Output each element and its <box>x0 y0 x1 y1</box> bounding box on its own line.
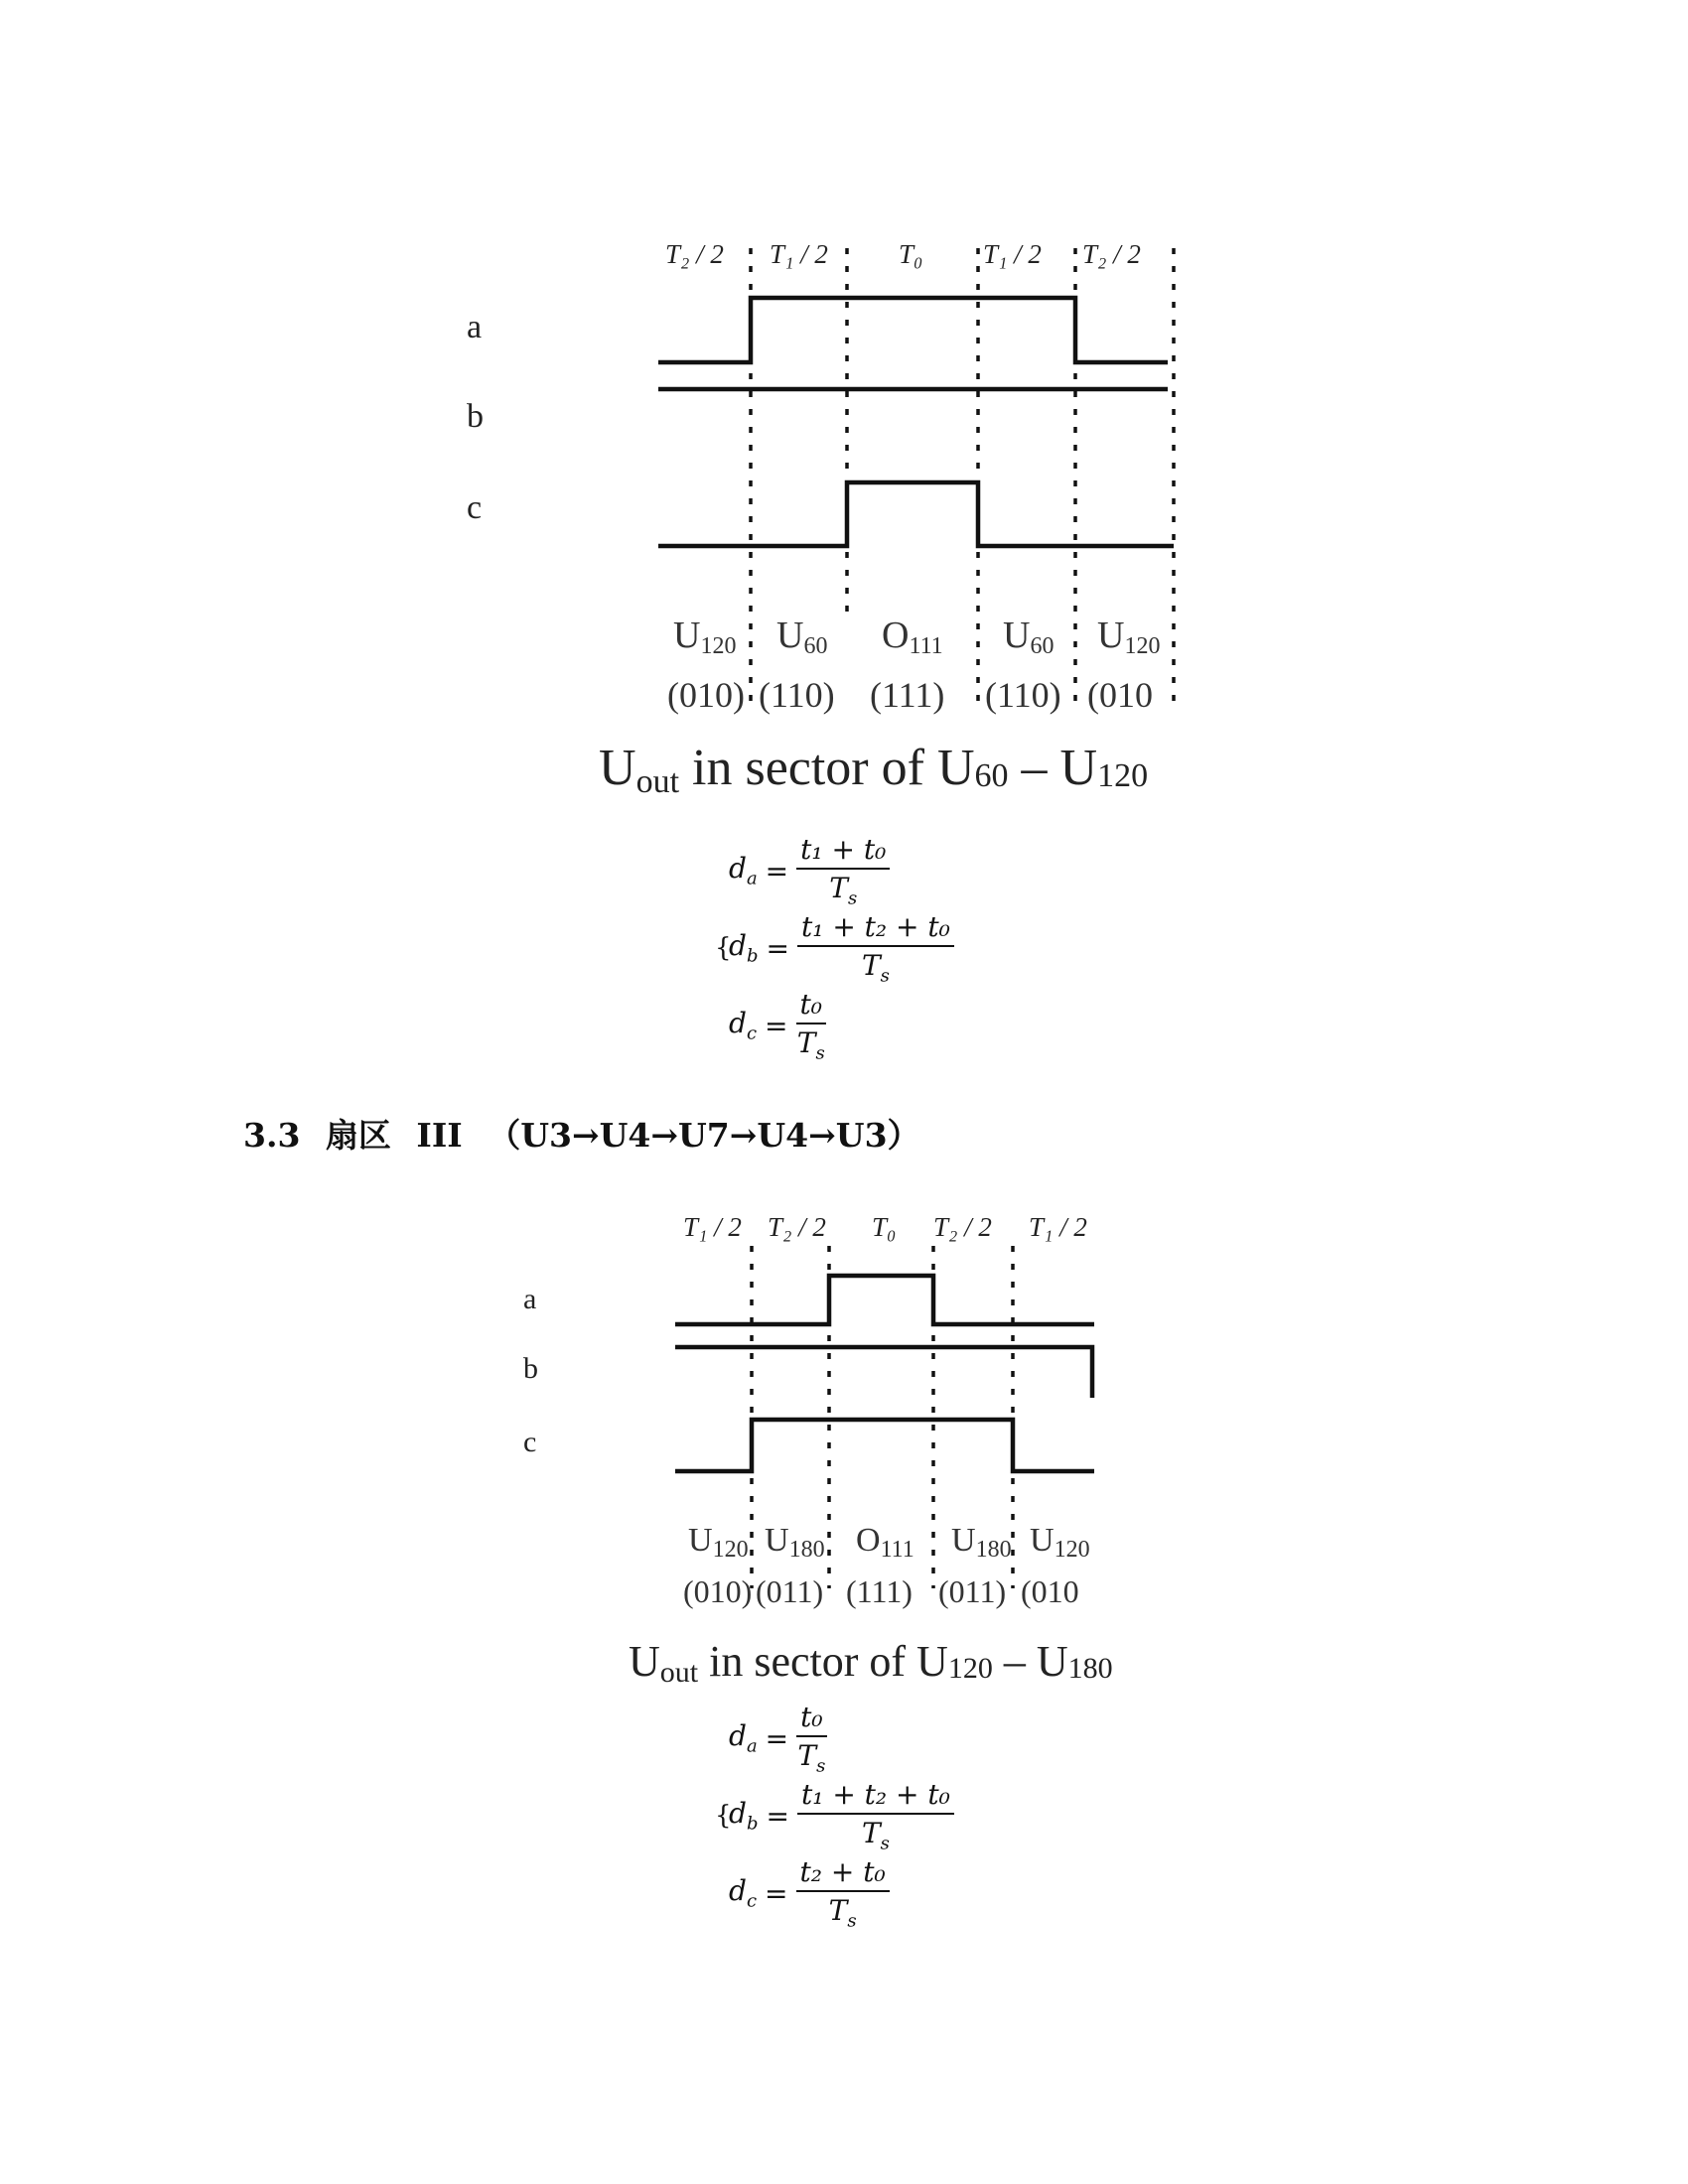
vector-label: U120 <box>688 1522 749 1563</box>
vector-label: U180 <box>765 1522 825 1563</box>
slot-label: T₁ / 2 <box>683 1212 742 1242</box>
equation-row: $d_c$ = $\frac{\text{t₂ + t₀}}{T_s}$ <box>715 1854 954 1932</box>
denominator: $T_s$ <box>861 1816 890 1854</box>
denominator: $T_s$ <box>797 1738 826 1777</box>
fraction <box>797 1778 954 1854</box>
signal-label-b: b <box>523 1352 538 1385</box>
signal-label-c: c <box>467 489 483 526</box>
equation-lhs: $d_a$ <box>729 1719 758 1757</box>
denominator: $T_s$ <box>829 871 858 909</box>
slot-label: T₁ / 2 <box>1029 1212 1087 1242</box>
slot-label: T₂ / 2 <box>768 1212 826 1242</box>
equation-lhs: $d_b$ <box>729 1797 759 1835</box>
numerator: t₀ <box>796 1701 826 1737</box>
brace: { <box>715 1801 732 1831</box>
vector-label: U60 <box>1003 614 1055 659</box>
section-roman: III <box>416 1116 463 1155</box>
state-code: (010) <box>667 675 745 715</box>
numerator: t₁ + t₀ <box>796 833 890 870</box>
waveform-c <box>675 1420 1094 1471</box>
vector-label: U120 <box>1030 1522 1090 1563</box>
vector-sequence: （U3→U4→U7→U4→U3） <box>488 1116 920 1155</box>
slot-label: T₀ <box>872 1212 897 1242</box>
numerator: t₀ <box>796 988 826 1024</box>
vector-label: U120 <box>673 614 737 659</box>
slot-label: T₁ / 2 <box>770 239 828 269</box>
section-title: 扇区 <box>325 1116 391 1155</box>
brace: { <box>715 933 732 963</box>
fraction <box>796 1855 890 1932</box>
slot-label: T₀ <box>899 239 923 269</box>
vector-label: O111 <box>856 1522 914 1563</box>
equation-lhs: $d_a$ <box>729 852 758 889</box>
numerator: t₁ + t₂ + t₀ <box>797 1778 954 1815</box>
state-code: (110) <box>985 675 1061 715</box>
signal-label-c: c <box>523 1426 537 1458</box>
state-code: (111) <box>846 1573 913 1609</box>
equation-lhs: $d_c$ <box>729 1874 758 1912</box>
numerator: t₁ + t₂ + t₀ <box>797 910 954 947</box>
signal-label-a: a <box>467 309 483 345</box>
vector-label: U120 <box>1097 614 1161 659</box>
waveform-b <box>675 1347 1092 1398</box>
vector-label: U180 <box>951 1522 1012 1563</box>
equation-lhs: $d_b$ <box>729 929 759 967</box>
slot-label: T₂ / 2 <box>933 1212 992 1242</box>
slot-label: T₂ / 2 <box>665 239 724 269</box>
state-code: (111) <box>870 675 945 715</box>
waveform-a <box>675 1276 1094 1324</box>
equation-row: $d_a$ = $\frac{\text{t₀}}{T_s}$ <box>729 1700 826 1777</box>
section-number: 3.3 <box>243 1116 301 1155</box>
fraction <box>796 1701 826 1777</box>
equation-row: $d_a$ = $\frac{\text{t₁ + t₀}}{T_s}$ <box>715 832 954 909</box>
figure-caption: Uout in sector of U120 – U180 <box>629 1637 1113 1689</box>
denominator: $T_s$ <box>828 1893 857 1932</box>
numerator: t₂ + t₀ <box>796 1855 890 1892</box>
equation-row: $d_c$ = $\frac{\text{t₀}}{T_s}$ <box>729 987 825 1064</box>
state-code: (010 <box>1087 675 1153 715</box>
equation-row: { $d_b$ = $\frac{\text{t₁ + t₂ + t₀}}{T_s}$ <box>715 909 954 987</box>
vector-label: U60 <box>776 614 828 659</box>
duty-cycle-equations-2 <box>715 1700 954 1932</box>
equation-lhs: $d_c$ <box>729 1007 758 1044</box>
slot-label: T₂ / 2 <box>1082 239 1141 269</box>
state-code: (010 <box>1021 1573 1079 1609</box>
equation-row: { $d_b$ = $\frac{\text{t₁ + t₂ + t₀}}{T_s}$ <box>715 1777 954 1854</box>
denominator: $T_s$ <box>861 948 890 987</box>
signal-label-b: b <box>467 398 484 435</box>
denominator: $T_s$ <box>796 1025 825 1064</box>
state-code: (011) <box>756 1573 824 1609</box>
vector-label: O111 <box>882 614 943 659</box>
signal-label-a: a <box>523 1283 537 1315</box>
state-code: (011) <box>938 1573 1007 1609</box>
state-code: (110) <box>759 675 835 715</box>
figure-caption: Uout in sector of U60 – U120 <box>599 740 1149 800</box>
state-code: (010) <box>683 1573 753 1609</box>
slot-label: T₁ / 2 <box>983 239 1042 269</box>
